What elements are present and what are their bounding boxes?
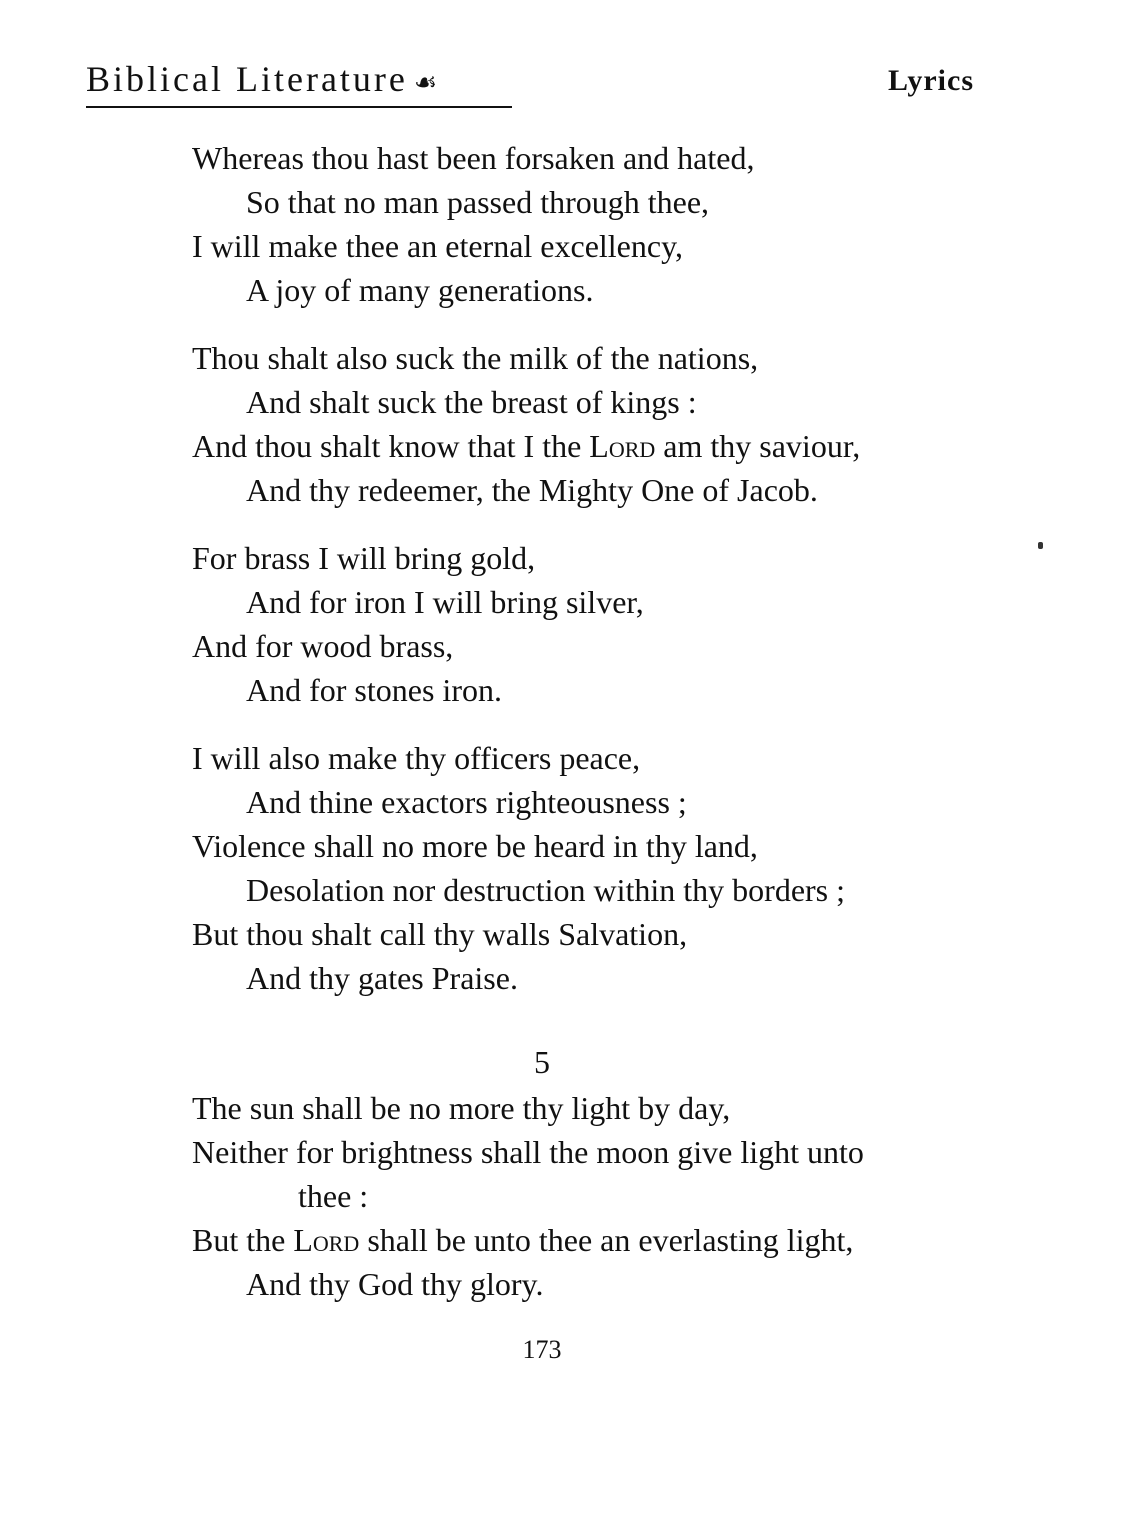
verse-line: And thy redeemer, the Mighty One of Jacob. [246,472,818,508]
verse-line: Neither for brightness shall the moon give light unto [192,1134,864,1170]
header-rule [86,106,512,108]
ink-speck [1038,542,1043,549]
verse-line-continuation: thee : [298,1178,369,1214]
section-number: 5 [534,1044,550,1080]
verse-line: I will also make thy officers peace, [192,740,641,776]
running-head-right: Lyrics [888,64,974,97]
verse-line: But thou shalt call thy walls Salvation, [192,916,688,952]
stanza [192,1086,1022,1306]
stanza [192,736,1022,1000]
verse-line: And for stones iron. [246,672,502,708]
verse-line: And thy God thy glory. [246,1266,544,1302]
verse-line: And for wood brass, [192,628,454,664]
verse-line: Thou shalt also suck the milk of the nations, [192,340,759,376]
verse-line: I will make thee an eternal excellency, [192,228,683,264]
verse-text: shall be unto thee an everlasting light, [359,1222,854,1258]
verse-line: And shalt suck the breast of kings : [246,384,697,420]
verse-line [192,1218,1022,1262]
divine-name: Lord [293,1222,360,1258]
verse-line: A joy of many generations. [246,272,594,308]
verse-text: And thou shalt know that I the [192,428,590,464]
verse-line: For brass I will bring gold, [192,540,536,576]
verse-line: And for iron I will bring silver, [246,584,644,620]
divine-name: Lord [589,428,656,464]
running-head-title: Biblical Literature [86,59,408,99]
verse-text: am thy saviour, [655,428,861,464]
page-number: 173 [522,1335,562,1364]
verse-text: But the [192,1222,294,1258]
verse-line: And thy gates Praise. [246,960,518,996]
verse-line: Violence shall no more be heard in thy land, [192,828,758,864]
poem-body [192,136,1022,1370]
verse-line: Desolation nor destruction within thy borders ; [246,872,846,908]
verse-line [192,424,1022,468]
stanza [192,336,1022,512]
running-head-left [86,58,437,100]
verse-line: Whereas thou hast been forsaken and hated, [192,140,755,176]
verse-line: The sun shall be no more thy light by day, [192,1090,731,1126]
fleuron-icon: ☙ [413,68,438,97]
verse-line: And thine exactors righteousness ; [246,784,687,820]
stanza [192,136,1022,312]
verse-line: So that no man passed through thee, [246,184,710,220]
stanza [192,536,1022,712]
